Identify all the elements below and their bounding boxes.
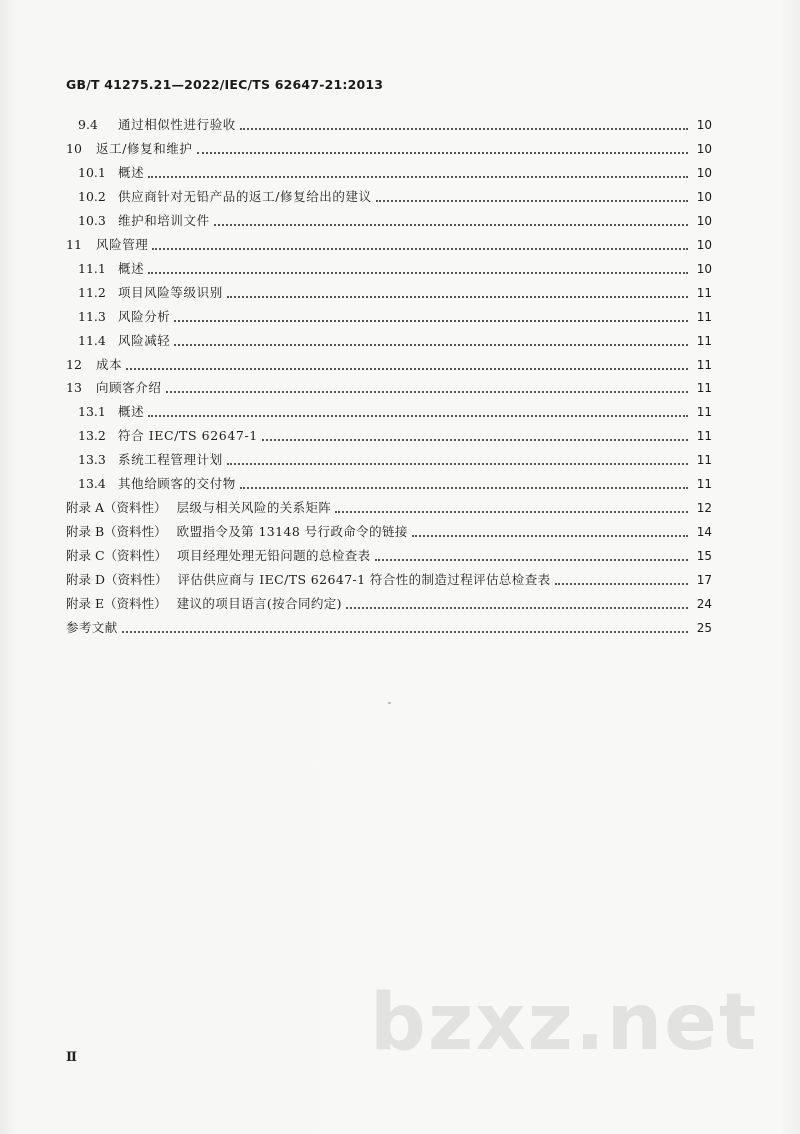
toc-entry-number: 附录 D（资料性） xyxy=(66,572,168,588)
toc-leader-dots xyxy=(148,176,688,178)
toc-entry[interactable] xyxy=(78,281,712,301)
toc-entry-page: 11 xyxy=(696,477,712,492)
toc-entry-number: 10.3 xyxy=(78,212,106,228)
toc-entry[interactable] xyxy=(78,185,712,205)
toc-entry-title: 建议的项目语言(按合同约定) xyxy=(176,596,342,611)
toc-entry-page: 11 xyxy=(696,381,712,396)
toc-entry-number: 11.3 xyxy=(78,308,106,324)
toc-entry[interactable] xyxy=(66,496,712,516)
scan-speck xyxy=(388,702,391,704)
toc-entry[interactable] xyxy=(78,329,712,349)
toc-entry-page: 10 xyxy=(696,261,712,276)
toc-entry-title: 层级与相关风险的关系矩阵 xyxy=(176,500,332,516)
toc-entry-page: 15 xyxy=(696,549,712,564)
toc-entry-number: 12 xyxy=(66,356,82,372)
toc-entry-page: 10 xyxy=(696,141,712,156)
toc-entry-number: 附录 A（资料性） xyxy=(66,500,167,516)
toc-entry-page: 10 xyxy=(696,237,712,252)
toc-entry-title: 向顾客介绍 xyxy=(96,380,162,396)
toc-entry[interactable] xyxy=(66,592,712,612)
toc-entry-number: 11.2 xyxy=(78,284,106,300)
toc-entry-title: 项目经理处理无铅问题的总检查表 xyxy=(177,548,371,564)
toc-entry-number: 13 xyxy=(66,380,82,396)
toc-entry-page: 11 xyxy=(696,309,712,324)
toc-entry-page: 11 xyxy=(696,429,712,444)
toc-entry-title: 返工/修复和维护 xyxy=(96,140,193,156)
toc-leader-dots xyxy=(152,248,688,250)
toc-entry[interactable] xyxy=(66,568,712,588)
toc-entry-page: 11 xyxy=(696,357,712,372)
toc-leader-dots xyxy=(346,607,688,609)
toc-leader-dots xyxy=(262,439,688,441)
toc-leader-dots xyxy=(240,487,688,489)
toc-entry[interactable] xyxy=(78,305,712,325)
toc-entry-number: 13.4 xyxy=(78,476,106,492)
toc-leader-dots xyxy=(197,152,688,154)
toc-entry-page: 25 xyxy=(696,620,712,635)
toc-leader-dots xyxy=(126,368,688,370)
toc-entry-page: 24 xyxy=(696,597,712,611)
toc-entry-title: 概述 xyxy=(118,404,145,420)
toc-entry-number: 10 xyxy=(66,140,82,156)
toc-entry[interactable] xyxy=(78,400,712,420)
toc-entry-title: 风险分析 xyxy=(118,308,171,324)
toc-entry-title: 供应商针对无铅产品的返工/修复给出的建议 xyxy=(118,188,372,204)
toc-leader-dots xyxy=(555,583,688,585)
toc-leader-dots xyxy=(166,391,688,393)
toc-entry[interactable] xyxy=(78,113,712,133)
toc-entry[interactable] xyxy=(66,353,712,373)
toc-entry-number: 13.1 xyxy=(78,404,106,420)
toc-entry[interactable] xyxy=(78,257,712,277)
toc-entry-page: 17 xyxy=(696,573,712,588)
toc-entry-title: 系统工程管理计划 xyxy=(118,452,223,468)
toc-entry-number: 10.2 xyxy=(78,188,106,204)
toc-entry-title: 概述 xyxy=(118,260,145,276)
toc-leader-dots xyxy=(227,296,688,298)
toc-leader-dots xyxy=(174,320,688,322)
standard-header: GB/T 41275.21—2022/IEC/TS 62647-21:2013 xyxy=(66,77,384,92)
toc-entry[interactable] xyxy=(66,137,712,157)
toc-entry-page: 11 xyxy=(696,285,712,300)
toc-entry[interactable] xyxy=(78,448,712,468)
toc-entry-page: 10 xyxy=(696,118,712,132)
toc-entry-number: 13.2 xyxy=(78,428,106,444)
page-number: Ⅱ xyxy=(66,1050,77,1065)
toc-entry-title: 维护和培训文件 xyxy=(118,212,210,228)
toc-entry-number: 11.4 xyxy=(78,332,106,348)
toc-leader-dots xyxy=(412,535,688,537)
toc-entry[interactable] xyxy=(66,233,712,253)
toc-entry-page: 14 xyxy=(696,525,712,540)
toc-leader-dots xyxy=(376,200,688,202)
toc-entry-number: 10.1 xyxy=(78,164,106,180)
toc-entry-page: 11 xyxy=(696,453,712,468)
toc-entry-title: 项目风险等级识别 xyxy=(118,284,223,300)
toc-entry-page: 10 xyxy=(696,189,712,204)
toc-entry-title: 欧盟指令及第 13148 号行政命令的链接 xyxy=(176,524,408,540)
toc-entry-title: 符合 IEC/TS 62647-1 xyxy=(118,428,258,444)
toc-entry-title: 参考文献 xyxy=(66,619,118,635)
toc-leader-dots xyxy=(148,415,688,417)
toc-entry-title: 成本 xyxy=(96,356,123,372)
toc-entry[interactable] xyxy=(66,376,712,396)
toc-leader-dots xyxy=(214,224,688,226)
toc-leader-dots xyxy=(227,463,688,465)
site-watermark: bzxz.net xyxy=(370,978,759,1068)
toc-entry[interactable] xyxy=(78,161,712,181)
toc-entry-title: 风险管理 xyxy=(96,236,149,252)
toc-entry-page: 11 xyxy=(696,405,712,420)
toc-entry[interactable] xyxy=(78,424,712,444)
toc-leader-dots xyxy=(240,128,688,130)
toc-leader-dots xyxy=(122,631,688,633)
toc-entry[interactable] xyxy=(78,472,712,492)
toc-leader-dots xyxy=(375,559,688,561)
toc-entry-title: 通过相似性进行验收 xyxy=(118,117,236,132)
toc-entry[interactable] xyxy=(66,616,712,636)
toc-entry-number: 附录 C（资料性） xyxy=(66,548,168,564)
toc-entry-title: 风险减轻 xyxy=(118,332,171,348)
toc-entry[interactable] xyxy=(78,209,712,229)
toc-entry-number: 11.1 xyxy=(78,260,106,276)
toc-leader-dots xyxy=(148,272,688,274)
toc-entry-number: 9.4 xyxy=(78,117,98,132)
toc-entry-number: 13.3 xyxy=(78,452,106,468)
toc-entry-title: 概述 xyxy=(118,164,145,180)
toc-entry-title: 其他给顾客的交付物 xyxy=(118,476,236,492)
toc-entry-number: 11 xyxy=(66,236,82,252)
toc-entry-page: 11 xyxy=(696,333,712,348)
toc-entry[interactable] xyxy=(66,544,712,564)
toc-entry-page: 12 xyxy=(696,501,712,516)
toc-leader-dots xyxy=(335,511,688,513)
toc-entry-page: 10 xyxy=(696,165,712,180)
toc-entry-number: 附录 B（资料性） xyxy=(66,524,167,540)
toc-entry-title: 评估供应商与 IEC/TS 62647-1 符合性的制造过程评估总检查表 xyxy=(177,572,551,588)
toc-entry[interactable] xyxy=(66,520,712,540)
toc-entry-page: 10 xyxy=(696,213,712,228)
toc-leader-dots xyxy=(174,344,688,346)
toc-entry-number: 附录 E（资料性） xyxy=(66,596,167,611)
